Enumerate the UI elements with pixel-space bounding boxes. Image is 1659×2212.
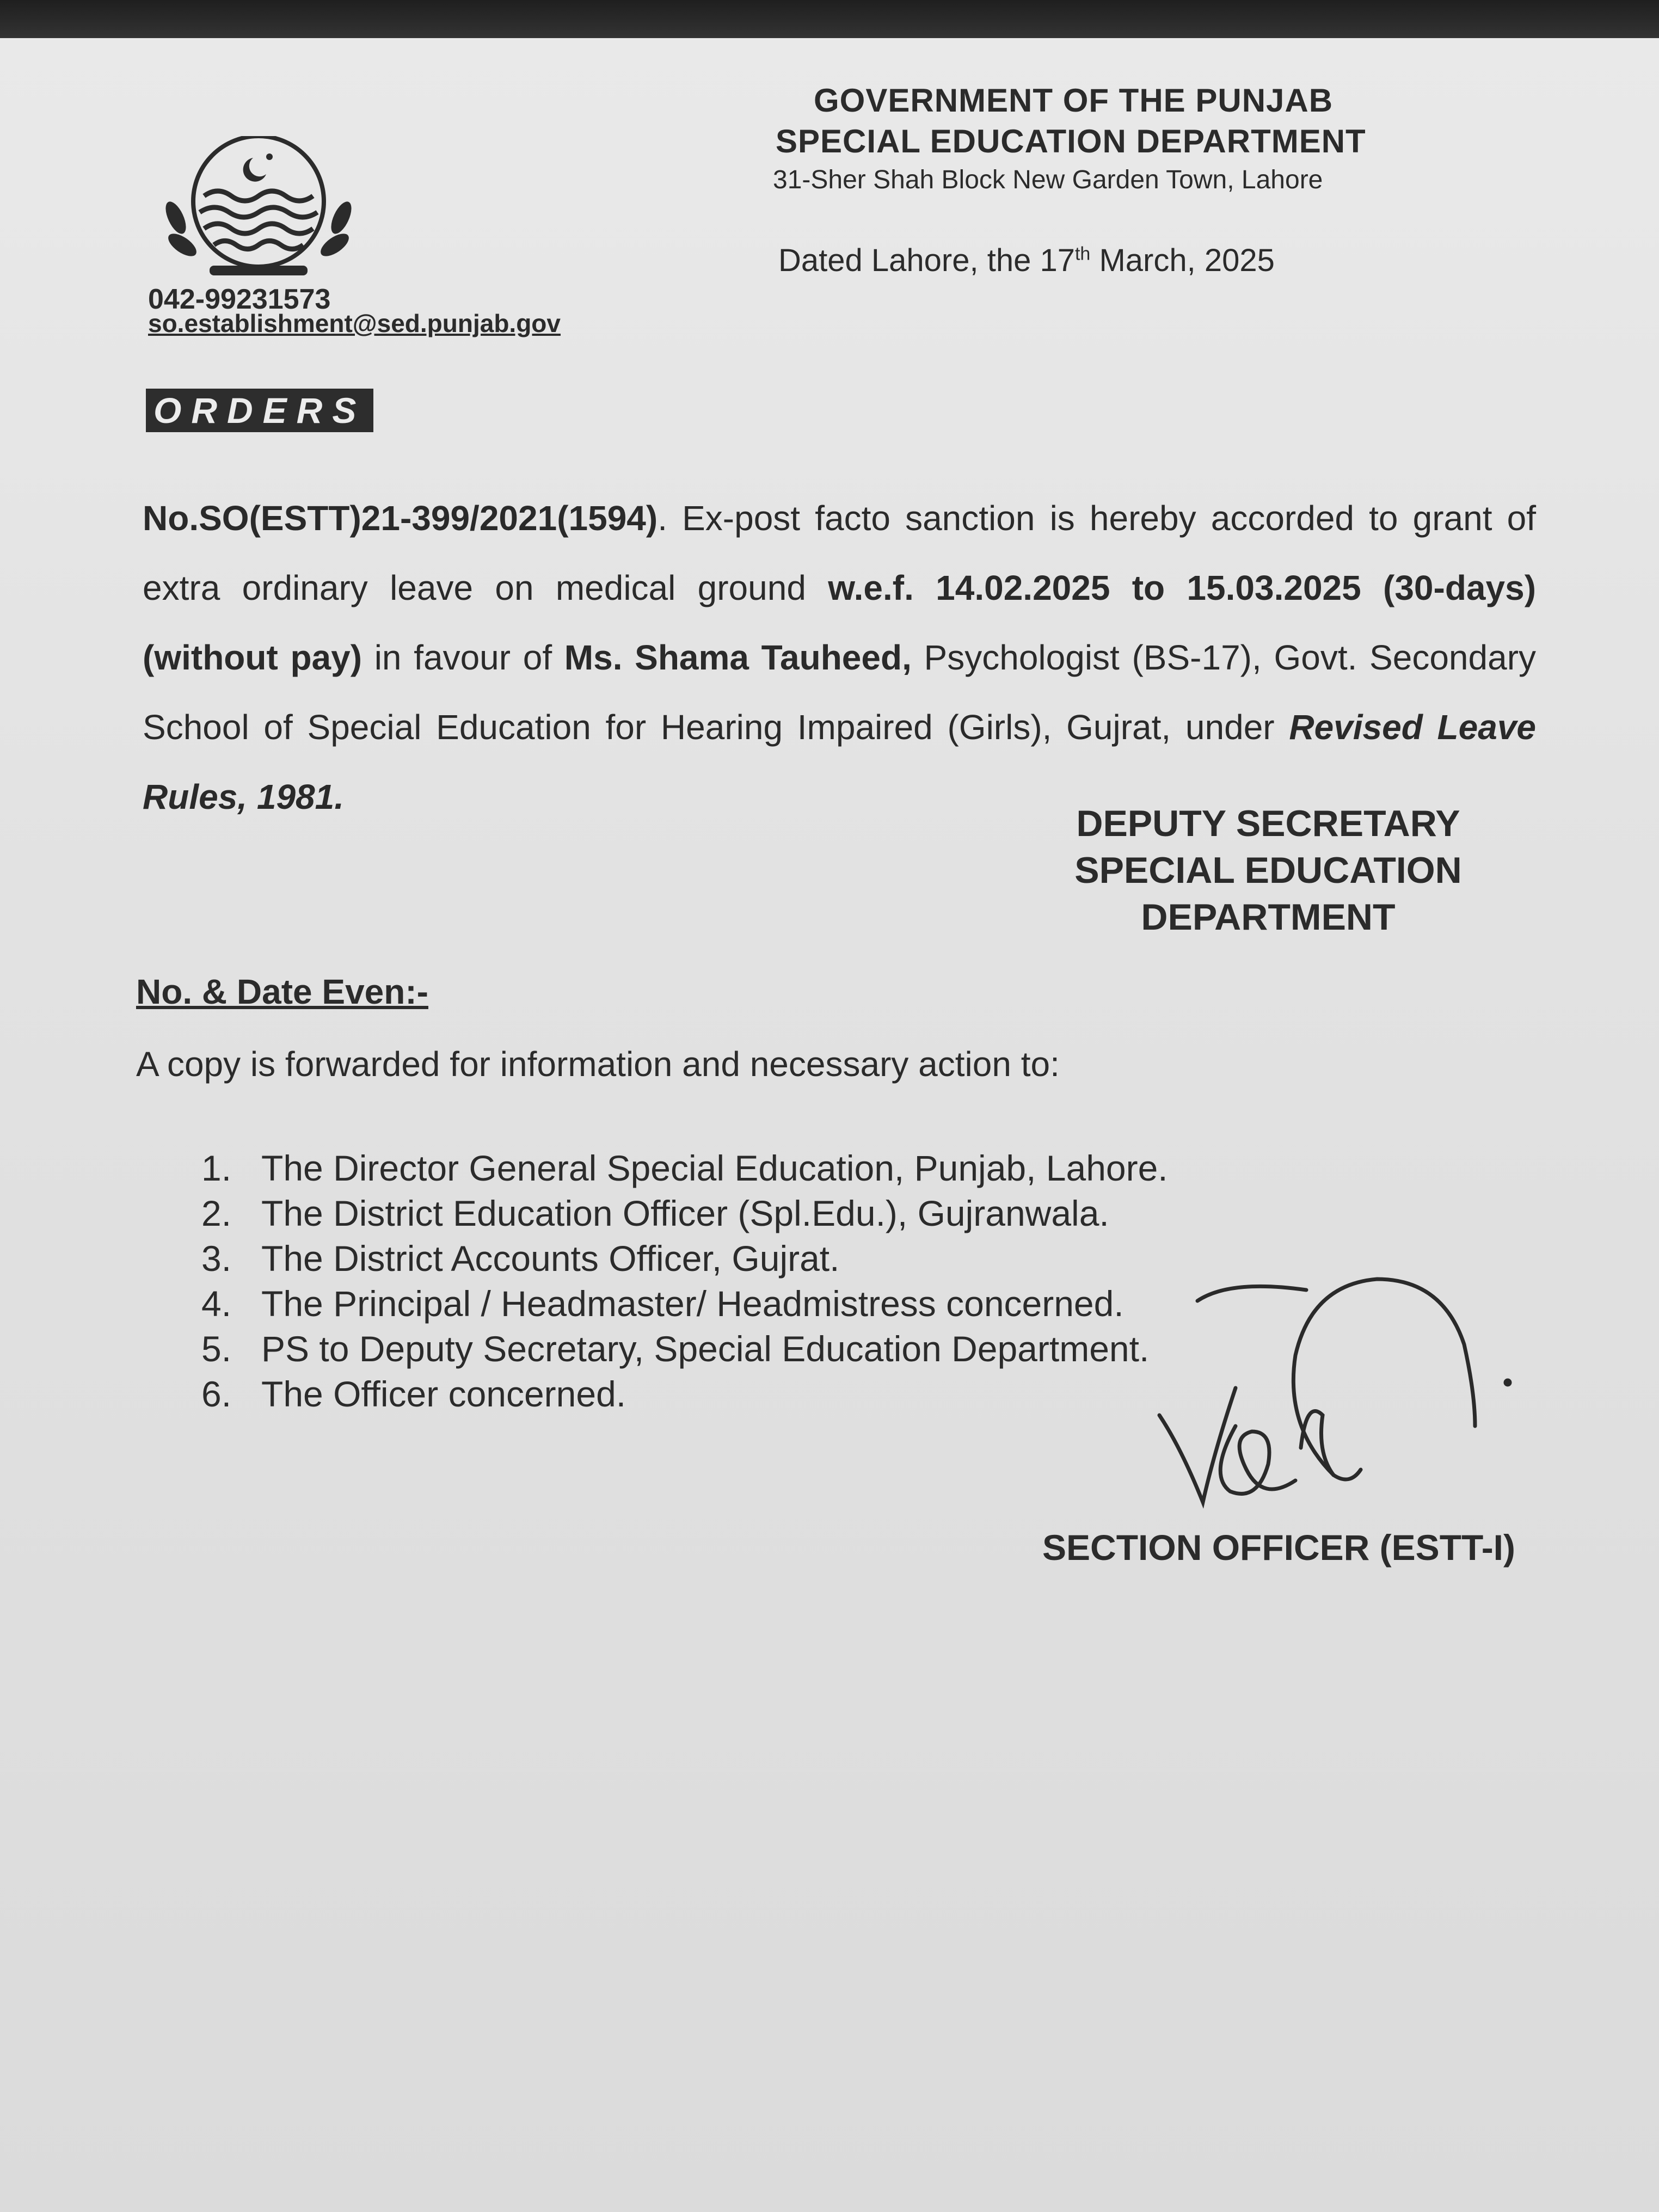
government-title: GOVERNMENT OF THE PUNJAB <box>814 82 1334 119</box>
list-item: 5. PS to Deputy Secretary, Special Education Department. <box>201 1329 1150 1369</box>
list-item: 3. The District Accounts Officer, Gujrat. <box>201 1238 840 1279</box>
leave-period: w.e.f. 14.02.2025 to 15.03.2025 (30-days) (without pay) <box>143 568 1536 677</box>
signatory-line-2: SPECIAL EDUCATION <box>1074 850 1462 891</box>
list-item: 2. The District Education Officer (Spl.Edu.), Gujranwala. <box>201 1193 1109 1233</box>
department-address: 31-Sher Shah Block New Garden Town, Lahore <box>773 165 1323 194</box>
signatory-line-3: DEPARTMENT <box>1141 896 1396 938</box>
order-paragraph <box>143 414 1536 832</box>
date-line <box>778 242 1275 279</box>
distribution-list <box>201 1146 1168 1417</box>
deputy-secretary-block <box>1050 800 1486 941</box>
leave-rules: Revised Leave Rules, 1981. <box>143 708 1537 816</box>
order-text-3: Psychologist (BS-17), Govt. Secondary School of Special Education for Hearing Impaired (Girls), Gujrat, under <box>143 638 1537 747</box>
order-text-1: . Ex-post facto sanction is hereby accorded to grant of extra ordinary leave on medical ground <box>143 499 1536 607</box>
endorsement-heading: No. & Date Even:- <box>136 972 428 1011</box>
email-address: so.establishment@sed.punjab.gov <box>148 309 561 337</box>
department-title: SPECIAL EDUCATION DEPARTMENT <box>776 123 1366 159</box>
handwritten-signature <box>1143 1268 1535 1524</box>
section-officer-title: SECTION OFFICER (ESTT-I) <box>1042 1527 1515 1568</box>
employee-name: Ms. Shama Tauheed, <box>564 638 912 677</box>
document-page <box>0 38 1659 2212</box>
order-number: No.SO(ESTT)21-399/2021(1594) <box>143 499 658 538</box>
list-item: 4. The Principal / Headmaster/ Headmistress concerned. <box>201 1283 1124 1324</box>
punjab-emblem-icon <box>161 136 357 283</box>
phone-number: 042-99231573 <box>148 284 331 315</box>
date-ordinal: th <box>1074 243 1091 265</box>
signatory-line-1: DEPUTY SECRETARY <box>1076 803 1460 844</box>
order-text-2: in favour of <box>362 638 564 677</box>
orders-label: ORDERS <box>146 389 373 432</box>
date-suffix: March, 2025 <box>1090 243 1275 278</box>
date-prefix: Dated Lahore, the 17 <box>778 243 1075 278</box>
list-item: 6. The Officer concerned. <box>201 1374 626 1414</box>
list-item: 1. The Director General Special Education, Punjab, Lahore. <box>201 1148 1168 1188</box>
endorsement-intro: A copy is forwarded for information and necessary action to: <box>136 1044 1060 1084</box>
